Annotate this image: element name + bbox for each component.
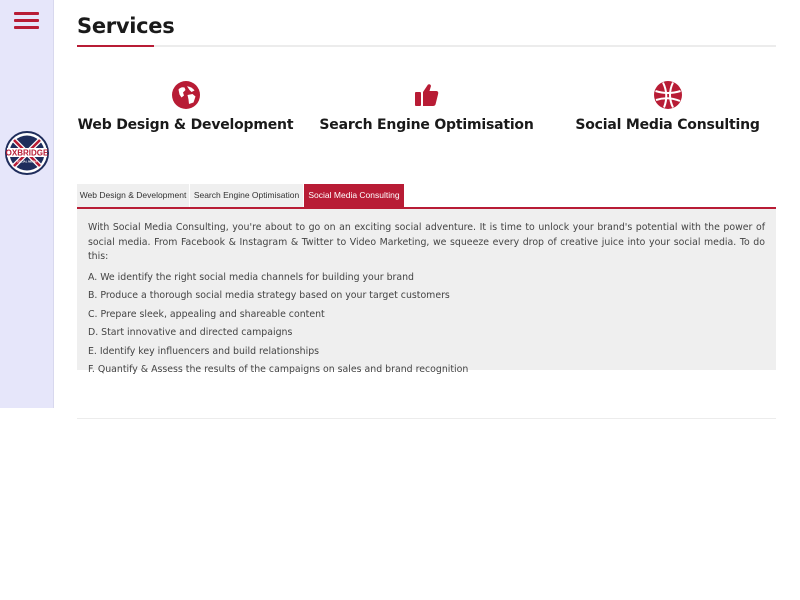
title-divider <box>77 45 776 47</box>
service-web-design[interactable] <box>69 80 302 133</box>
sidebar <box>0 0 54 408</box>
section-divider <box>77 418 776 419</box>
thumbs-up-icon <box>412 80 442 110</box>
title-underline <box>77 45 154 47</box>
steps-list <box>88 269 765 380</box>
service-seo[interactable] <box>310 80 543 133</box>
tab-seo[interactable]: Search Engine Optimisation <box>190 184 303 207</box>
list-item: A. We identify the right social media channels for building your brand <box>88 271 415 283</box>
service-social-media[interactable] <box>551 80 784 133</box>
service-label: Search Engine Optimisation <box>319 117 534 133</box>
list-item: F. Quantify & Assess the results of the campaigns on sales and brand recognition <box>88 364 469 375</box>
tab-social-media[interactable]: Social Media Consulting <box>304 184 404 207</box>
page-title: Services <box>77 14 175 38</box>
service-tabs <box>77 184 776 207</box>
list-item: C. Prepare sleek, appealing and shareable content <box>88 308 325 320</box>
list-item: E. Identify key influencers and build relationships <box>88 345 320 357</box>
list-item: D. Start innovative and directed campaigns <box>88 327 293 338</box>
logo-subtext: SOCIAL MEDIA <box>16 159 38 164</box>
panel-intro: With Social Media Consulting, you're about to go on an exciting social adventure. It is time to unlock your brand's potential with the power of social media. From Facebook & Instagram & Twitter to Video Marketing, we squeeze every drop of creative juice into your social media. To do this: <box>88 222 765 262</box>
globe-icon <box>171 80 201 110</box>
hamburger-menu-icon[interactable] <box>14 12 39 30</box>
service-label: Social Media Consulting <box>575 117 760 133</box>
service-label: Web Design & Development <box>77 117 294 133</box>
oxbridge-logo[interactable] <box>5 131 49 175</box>
network-ball-icon <box>653 80 683 110</box>
tab-panel <box>77 209 776 375</box>
logo-text: OXBRIDGE <box>5 148 49 158</box>
list-item: B. Produce a thorough social media strategy based on your target customers <box>88 290 450 301</box>
tab-web-design[interactable]: Web Design & Development <box>77 184 189 207</box>
